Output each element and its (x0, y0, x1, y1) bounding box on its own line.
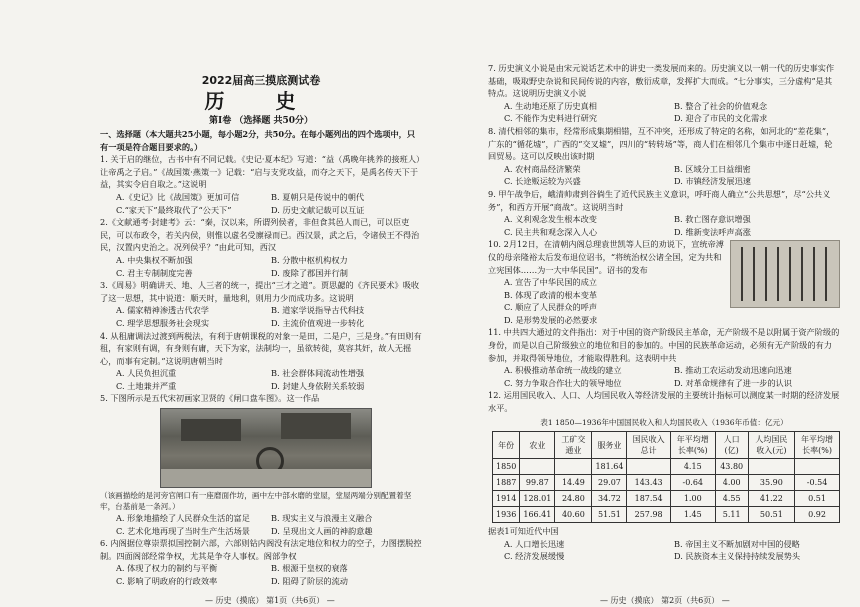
option: C. 土地兼并严重 (116, 380, 177, 391)
painting-river (161, 469, 371, 487)
part-heading: 第Ⅰ卷 （选择题 共50分） (208, 116, 313, 126)
question-6-options (100, 562, 422, 587)
question-11-options (488, 364, 840, 389)
option: B. 根源于皇权的衰落 (271, 563, 348, 574)
table-cell: 14.49 (555, 475, 592, 491)
option: C. 长途贩运较为兴盛 (504, 176, 581, 187)
painting-roof-right (281, 413, 351, 439)
option: B. 整合了社会的价值观念 (674, 100, 768, 111)
option: A.《史记》比《战国策》更加可信 (116, 191, 240, 202)
option: A. 人口增长迅速 (504, 538, 565, 549)
table-cell: 0.51 (795, 491, 840, 507)
table-cell: 4.55 (715, 491, 748, 507)
option: A. 义利观念发生根本改变 (504, 214, 597, 225)
table-row (493, 491, 840, 507)
option: D. 是形势发展的必然要求 (504, 314, 598, 325)
table-cell: 50.51 (748, 507, 794, 523)
table-row (493, 475, 840, 491)
table-cell: 1887 (493, 475, 520, 491)
option: C. 艺术化地再现了当时生产生活场景 (116, 525, 250, 536)
question-1-options (100, 191, 422, 216)
option: C. 顺应了人民群众的呼声 (504, 302, 598, 313)
table-cell: 1914 (493, 491, 520, 507)
question-7-options (488, 100, 840, 125)
question-8: 8. 清代相邻的集市，经常形成集期相错，互不冲突，还形成了特定的名称，如河北的“差花集”，广东的“循花墟”，广西的“交叉墟”，四川的“转转场”等，商人们在相邻几个集市中逐日赶墟，轮回贸易。这可以反映出该时期 (488, 125, 835, 162)
option: C.“家天下”最终取代了“公天下” (116, 204, 232, 215)
table-cell: 4.00 (715, 475, 748, 491)
option: D. 对革命规律有了进一步的认识 (674, 377, 792, 388)
question-4: 4. 从租庸调法过渡到两税法，有利于唐朝课税的对象一是田，二是户，三是身。”有田则有租，有家则有调，有身则有庸，天下为家，法制均一，虽欲转徙，莫容其奸，故人无摇心，而事有定制。”这说明唐朝当时 (100, 330, 422, 366)
painting-roof-left (181, 419, 241, 441)
question-4-options (100, 367, 422, 392)
option: B. 帝国主义不断加剧对中国的侵略 (674, 538, 800, 549)
table-cell: 187.54 (627, 491, 670, 507)
edict-image (730, 240, 840, 308)
table-header-row (493, 432, 840, 459)
option: B. 夏朝只是传说中的朝代 (271, 191, 365, 202)
option: C. 影响了明政府的行政效率 (116, 576, 218, 587)
option: C. 民主共和观念深入人心 (504, 226, 598, 237)
option: C. 努力争取合作壮大的领导地位 (504, 377, 622, 388)
option: D. 封建人身依附关系较弱 (271, 380, 365, 391)
table-cell: 43.80 (715, 459, 748, 475)
option: A. 积极推动革命统一战线的建立 (504, 365, 622, 376)
subject-title: 历 史 (204, 89, 318, 113)
option: B. 体现了政清的根本变革 (504, 289, 598, 300)
question-9-options (488, 213, 840, 238)
option: D. 民族资本主义保持持续发展势头 (674, 551, 801, 562)
option: A. 儒家精神渗透古代农学 (116, 305, 209, 316)
painting-image (160, 408, 372, 488)
question-3-options (100, 304, 422, 329)
instructions: 一、选择题（本大题共25小题，每小题2分，共50分。在每小题列出的四个选项中，只有一项是符合题目要求的。） (100, 129, 416, 152)
question-9: 9. 甲午战争后，峨清帅肃到谷倘生了近代民族主义意识，呼吁商人确立“公共思想”，尽“公共义务”，和西方开展“商战”。这说明当时 (488, 188, 831, 212)
option: A. 人民负担沉重 (116, 368, 177, 379)
header-cell: 年份 (493, 432, 520, 459)
option: A. 中央集权不断加强 (116, 254, 193, 265)
table-cell: 4.15 (670, 459, 715, 475)
option: D. 迎合了市民的文化需求 (674, 113, 768, 124)
option: B. 推动工农运动发动迅速向迅速 (674, 365, 792, 376)
question-5-options (100, 512, 422, 537)
page-footer-left: — 历史（摸底） 第1页（共6页） — (205, 596, 335, 605)
question-10-options (488, 276, 724, 326)
question-12: 12. 运用国民收入、人口、人均国民收入等经济发展的主要统计指标可以测度某一时期的经济发展水平。 (488, 390, 840, 414)
table-cell: 99.87 (520, 475, 555, 491)
header-cell: 年平均增长率(%) (795, 432, 840, 459)
option: D. 主流价值观进一步转化 (271, 317, 365, 328)
table-cell: 166.41 (520, 507, 555, 523)
option: C. 不能作为史料进行研究 (504, 113, 598, 124)
painting-caption: （该画描绘的是河旁官闸口有一座磨面作坊，画中左中部水磨的堂屋，堂屋两端分别配置着坚牢，台基前是一条河。） (100, 491, 412, 512)
table-cell (795, 459, 840, 475)
option: C. 理学思想服务社会现实 (116, 317, 210, 328)
header-cell: 人均国民收入(元) (748, 432, 794, 459)
option: C. 君主专制制度完善 (116, 267, 193, 278)
option: A. 宣告了中华民国的成立 (504, 277, 597, 288)
table-caption: 表1 1850—1936年中国国民收入和人均国民收入（1936年币值：亿元） (540, 417, 788, 427)
table-cell: -0.64 (670, 475, 715, 491)
option: D. 维新变法呼声高涨 (674, 226, 751, 237)
option: B. 社会群体间流动性增强 (271, 368, 365, 379)
header-cell: 年平均增长率(%) (670, 432, 715, 459)
question-12-lead: 据表1可知近代中国 (488, 526, 559, 537)
table-cell: 128.01 (520, 491, 555, 507)
table-cell: -0.54 (795, 475, 840, 491)
option: D. 呈现出文人画的神韵意趣 (271, 525, 373, 536)
table-cell: 24.80 (555, 491, 592, 507)
table-cell: 35.90 (748, 475, 794, 491)
option: B. 道家学说指导古代科技 (271, 305, 365, 316)
table-cell: 0.92 (795, 507, 840, 523)
question-2-options (100, 254, 422, 279)
table-cell: 143.43 (627, 475, 670, 491)
question-2: 2.《文献通考·封建考》云：“秦，汉以来，所谓列侯者，非但食其邑人而已，可以臣吏民，可以布政令，若关内侯，则惟以虚名受廪禄而已。西汉景，武之后，令诸侯王不得治民，汉置内史治之。况列侯乎？”由此可知，西汉 (100, 217, 420, 253)
table-cell (555, 459, 592, 475)
header-cell: 工矿交通业 (555, 432, 592, 459)
table-cell: 40.60 (555, 507, 592, 523)
option: A. 体现了权力的制约与平衡 (116, 563, 218, 574)
right-column (430, 0, 860, 607)
option: D. 废除了郡国并行制 (271, 267, 348, 278)
question-11: 11. 中共四大通过的文件指出：对于中国的资产阶级民主革命，无产阶级不是以附属于资产阶级的身份，而是以自己阶级独立的地位和目的参加的。中国的民族革命运动，必须有无产阶级的有力参加，并取得领导地位，才能取得胜利。这表明中共 (488, 327, 840, 363)
table-cell (748, 459, 794, 475)
option: D. 市镇经济发展迅速 (674, 176, 751, 187)
table-cell: 1850 (493, 459, 520, 475)
table-cell: 181.64 (592, 459, 627, 475)
table-cell: 51.51 (592, 507, 627, 523)
table-cell: 1.45 (670, 507, 715, 523)
option: B. 区域分工日益细密 (674, 163, 751, 174)
option: A. 形象地描绘了人民群众生活的富足 (116, 513, 250, 524)
question-8-options (488, 163, 840, 188)
table-cell: 34.72 (592, 491, 627, 507)
table-cell (520, 459, 555, 475)
table-cell: 5.11 (715, 507, 748, 523)
header-cell: 农业 (520, 432, 555, 459)
option: B. 现实主义与浪漫主义融合 (271, 513, 373, 524)
question-10: 10. 2月12日，在清朝内阁总理袁世凯等人巨的劝说下，宣统帝溥仪的母亲隆裕太后发布退位诏书，“将统治权公诸全国，定为共和立宪国体……为一大中华民国”。诏书的发布 (488, 239, 724, 275)
option: B. 分散中枢机构权力 (271, 254, 348, 265)
header-cell: 人口(亿) (715, 432, 748, 459)
table-cell: 257.98 (627, 507, 670, 523)
question-5: 5. 下图所示是五代宋初画家卫贤的《闸口盘车图》。这一作品 (100, 393, 320, 404)
option: B. 救亡图存意识增强 (674, 214, 751, 225)
page-footer-right: — 历史（摸底） 第2页（共6页） — (600, 596, 730, 605)
header-cell: 服务业 (592, 432, 627, 459)
table-cell: 1936 (493, 507, 520, 523)
question-3: 3.《周易》明确讲天、地、人三者的统一，提出“三才之道”。贾思勰的《齐民要术》吸收了这一思想，其中说道：顺天时，量地利，则用力少而成功多。这说明 (100, 280, 420, 303)
option: A. 农村商品经济繁荣 (504, 163, 581, 174)
question-12-options (488, 538, 840, 563)
option: A. 生动地还原了历史真相 (504, 100, 597, 111)
option: D. 历史文献记载可以互证 (271, 204, 365, 215)
question-1: 1. 关于启的继位，古书中有不同记载。《史记·夏本纪》写道：“益（禹晚年挑养的接班人）让帝禹之子启。”《战国策·燕策一》记载：“启与支党攻益，而夺之天下，是禹名传天下于益，其实令启自取之。”这说明 (100, 154, 421, 190)
table-cell: 41.22 (748, 491, 794, 507)
question-7: 7. 历史演义小说是由宋元说话艺术中的讲史一类发展而来的。历史演义以一朝一代的历史事实作基础，吸取野史杂说和民间传说的内容，敷衍成章，发挥扩大而成。“七分事实，三分虚构”是其特点。这说明历史演义小说 (488, 63, 835, 99)
table-row (493, 507, 840, 523)
option: D. 阻碍了阶层的流动 (271, 576, 348, 587)
table-cell: 29.07 (592, 475, 627, 491)
option: C. 经济发展缓慢 (504, 551, 565, 562)
table-cell (627, 459, 670, 475)
exam-title: 2022届高三摸底测试卷 (201, 74, 321, 87)
question-6: 6. 内阁据位尊崇票拟国控制六部，六部则钻内阁没有法定地位和权力的空子，力图摆脱控制。四面阁部经常争权，尤其是争夺人事权。阁部争权 (100, 538, 422, 561)
header-cell: 国民收入总计 (627, 432, 670, 459)
table-cell: 1.00 (670, 491, 715, 507)
income-table (492, 431, 840, 523)
table-row (493, 459, 840, 475)
